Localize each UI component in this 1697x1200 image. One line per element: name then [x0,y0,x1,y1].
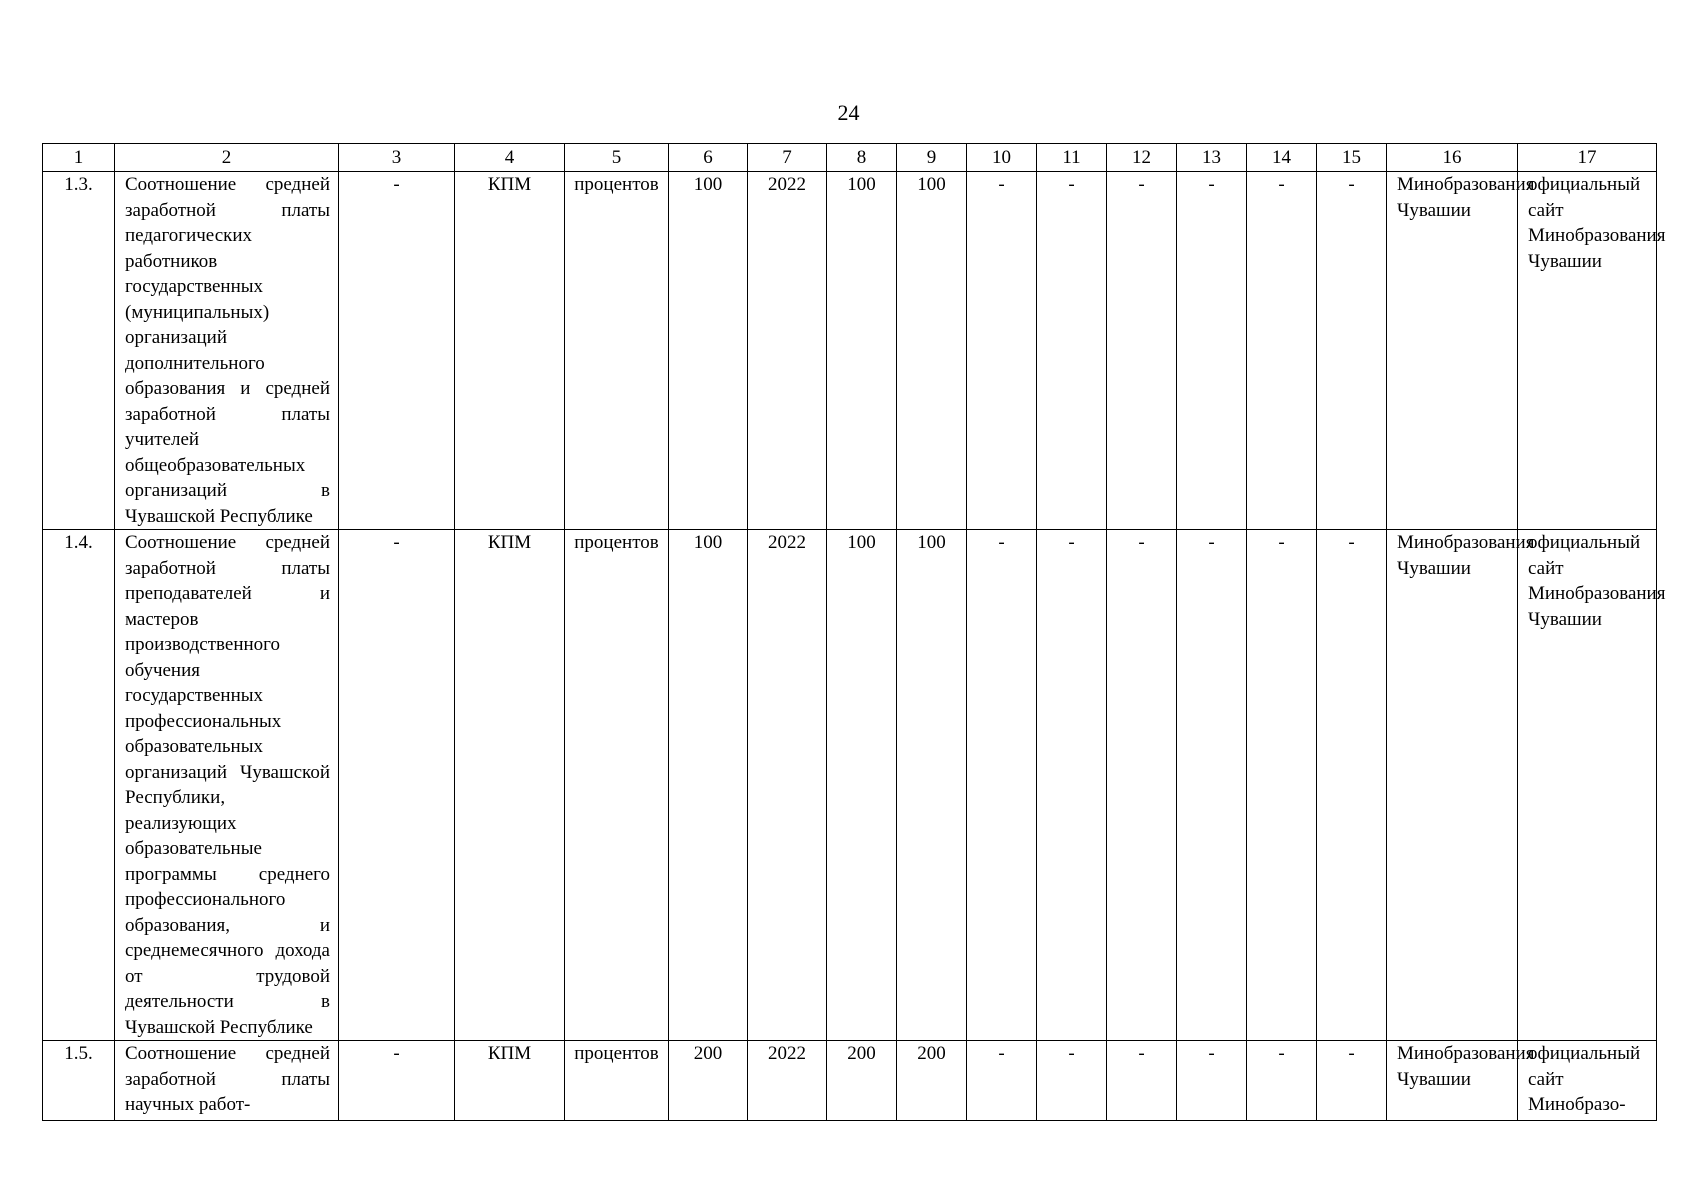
header-cell: 12 [1107,144,1177,172]
header-cell: 16 [1387,144,1518,172]
cell-col13: - [1177,1041,1247,1121]
cell-col9: 100 [897,172,967,530]
header-cell: 4 [455,144,565,172]
cell-col12: - [1107,172,1177,530]
cell-col9: 100 [897,530,967,1041]
indicator-name: Соотношение средней заработной платы научных работ- [115,1041,339,1121]
cell-col13: - [1177,530,1247,1041]
cell-col12: - [1107,530,1177,1041]
header-cell: 1 [43,144,115,172]
cell-col12: - [1107,1041,1177,1121]
cell-source: официальный сайт Минобразования Чувашии [1518,172,1657,530]
header-cell: 5 [565,144,669,172]
header-cell: 10 [967,144,1037,172]
cell-responsible: Минобразования Чувашии [1387,172,1518,530]
cell-col11: - [1037,172,1107,530]
cell-col10: - [967,172,1037,530]
cell-unit: процентов [565,1041,669,1121]
cell-year: 2022 [748,172,827,530]
cell-col13: - [1177,172,1247,530]
cell-unit: процентов [565,172,669,530]
cell-col11: - [1037,530,1107,1041]
cell-col14: - [1247,172,1317,530]
indicator-name: Соотношение средней заработной платы преподавателей и мастеров производственного обучения государственных профессиональных образовательных организаций Чувашской Республики, реализующих образовательные программы среднего профессионального образования, и среднемесячного дохода от трудовой деятельности в Чувашской Республике [115,530,339,1041]
header-cell: 15 [1317,144,1387,172]
table-row [43,530,1657,1041]
cell-unit: процентов [565,530,669,1041]
header-cell: 17 [1518,144,1657,172]
row-number: 1.3. [43,172,115,530]
row-number: 1.4. [43,530,115,1041]
cell-col14: - [1247,530,1317,1041]
cell-year: 2022 [748,530,827,1041]
table-row [43,172,1657,530]
row-number: 1.5. [43,1041,115,1121]
cell-col15: - [1317,1041,1387,1121]
header-cell: 14 [1247,144,1317,172]
header-cell: 6 [669,144,748,172]
cell-source: официальный сайт Минобразования Чувашии [1518,530,1657,1041]
cell-col3: - [339,172,455,530]
cell-col14: - [1247,1041,1317,1121]
cell-col3: - [339,1041,455,1121]
cell-col10: - [967,530,1037,1041]
cell-col4: КПМ [455,1041,565,1121]
indicator-name: Соотношение средней заработной платы педагогических работников государственных (муниципальных) организаций дополнительного образования и средней заработной платы учителей общеобразовательных организаций в Чувашской Республике [115,172,339,530]
header-cell: 2 [115,144,339,172]
cell-year: 2022 [748,1041,827,1121]
header-cell: 13 [1177,144,1247,172]
cell-col11: - [1037,1041,1107,1121]
cell-col15: - [1317,530,1387,1041]
page-number: 24 [837,100,860,125]
cell-col9: 200 [897,1041,967,1121]
header-cell: 8 [827,144,897,172]
header-row [43,144,1657,172]
cell-col4: КПМ [455,172,565,530]
cell-source: официальный сайт Минобразо- [1518,1041,1657,1121]
header-cell: 7 [748,144,827,172]
cell-col6: 100 [669,530,748,1041]
header-cell: 3 [339,144,455,172]
cell-col8: 200 [827,1041,897,1121]
header-cell: 9 [897,144,967,172]
cell-col8: 100 [827,172,897,530]
indicators-table [42,143,1666,1121]
cell-col6: 200 [669,1041,748,1121]
cell-col4: КПМ [455,530,565,1041]
cell-col10: - [967,1041,1037,1121]
cell-col3: - [339,530,455,1041]
cell-col6: 100 [669,172,748,530]
table-row [43,1041,1657,1121]
cell-col15: - [1317,172,1387,530]
header-cell: 11 [1037,144,1107,172]
cell-responsible: Минобразования Чувашии [1387,1041,1518,1121]
cell-responsible: Минобразования Чувашии [1387,530,1518,1041]
cell-col8: 100 [827,530,897,1041]
